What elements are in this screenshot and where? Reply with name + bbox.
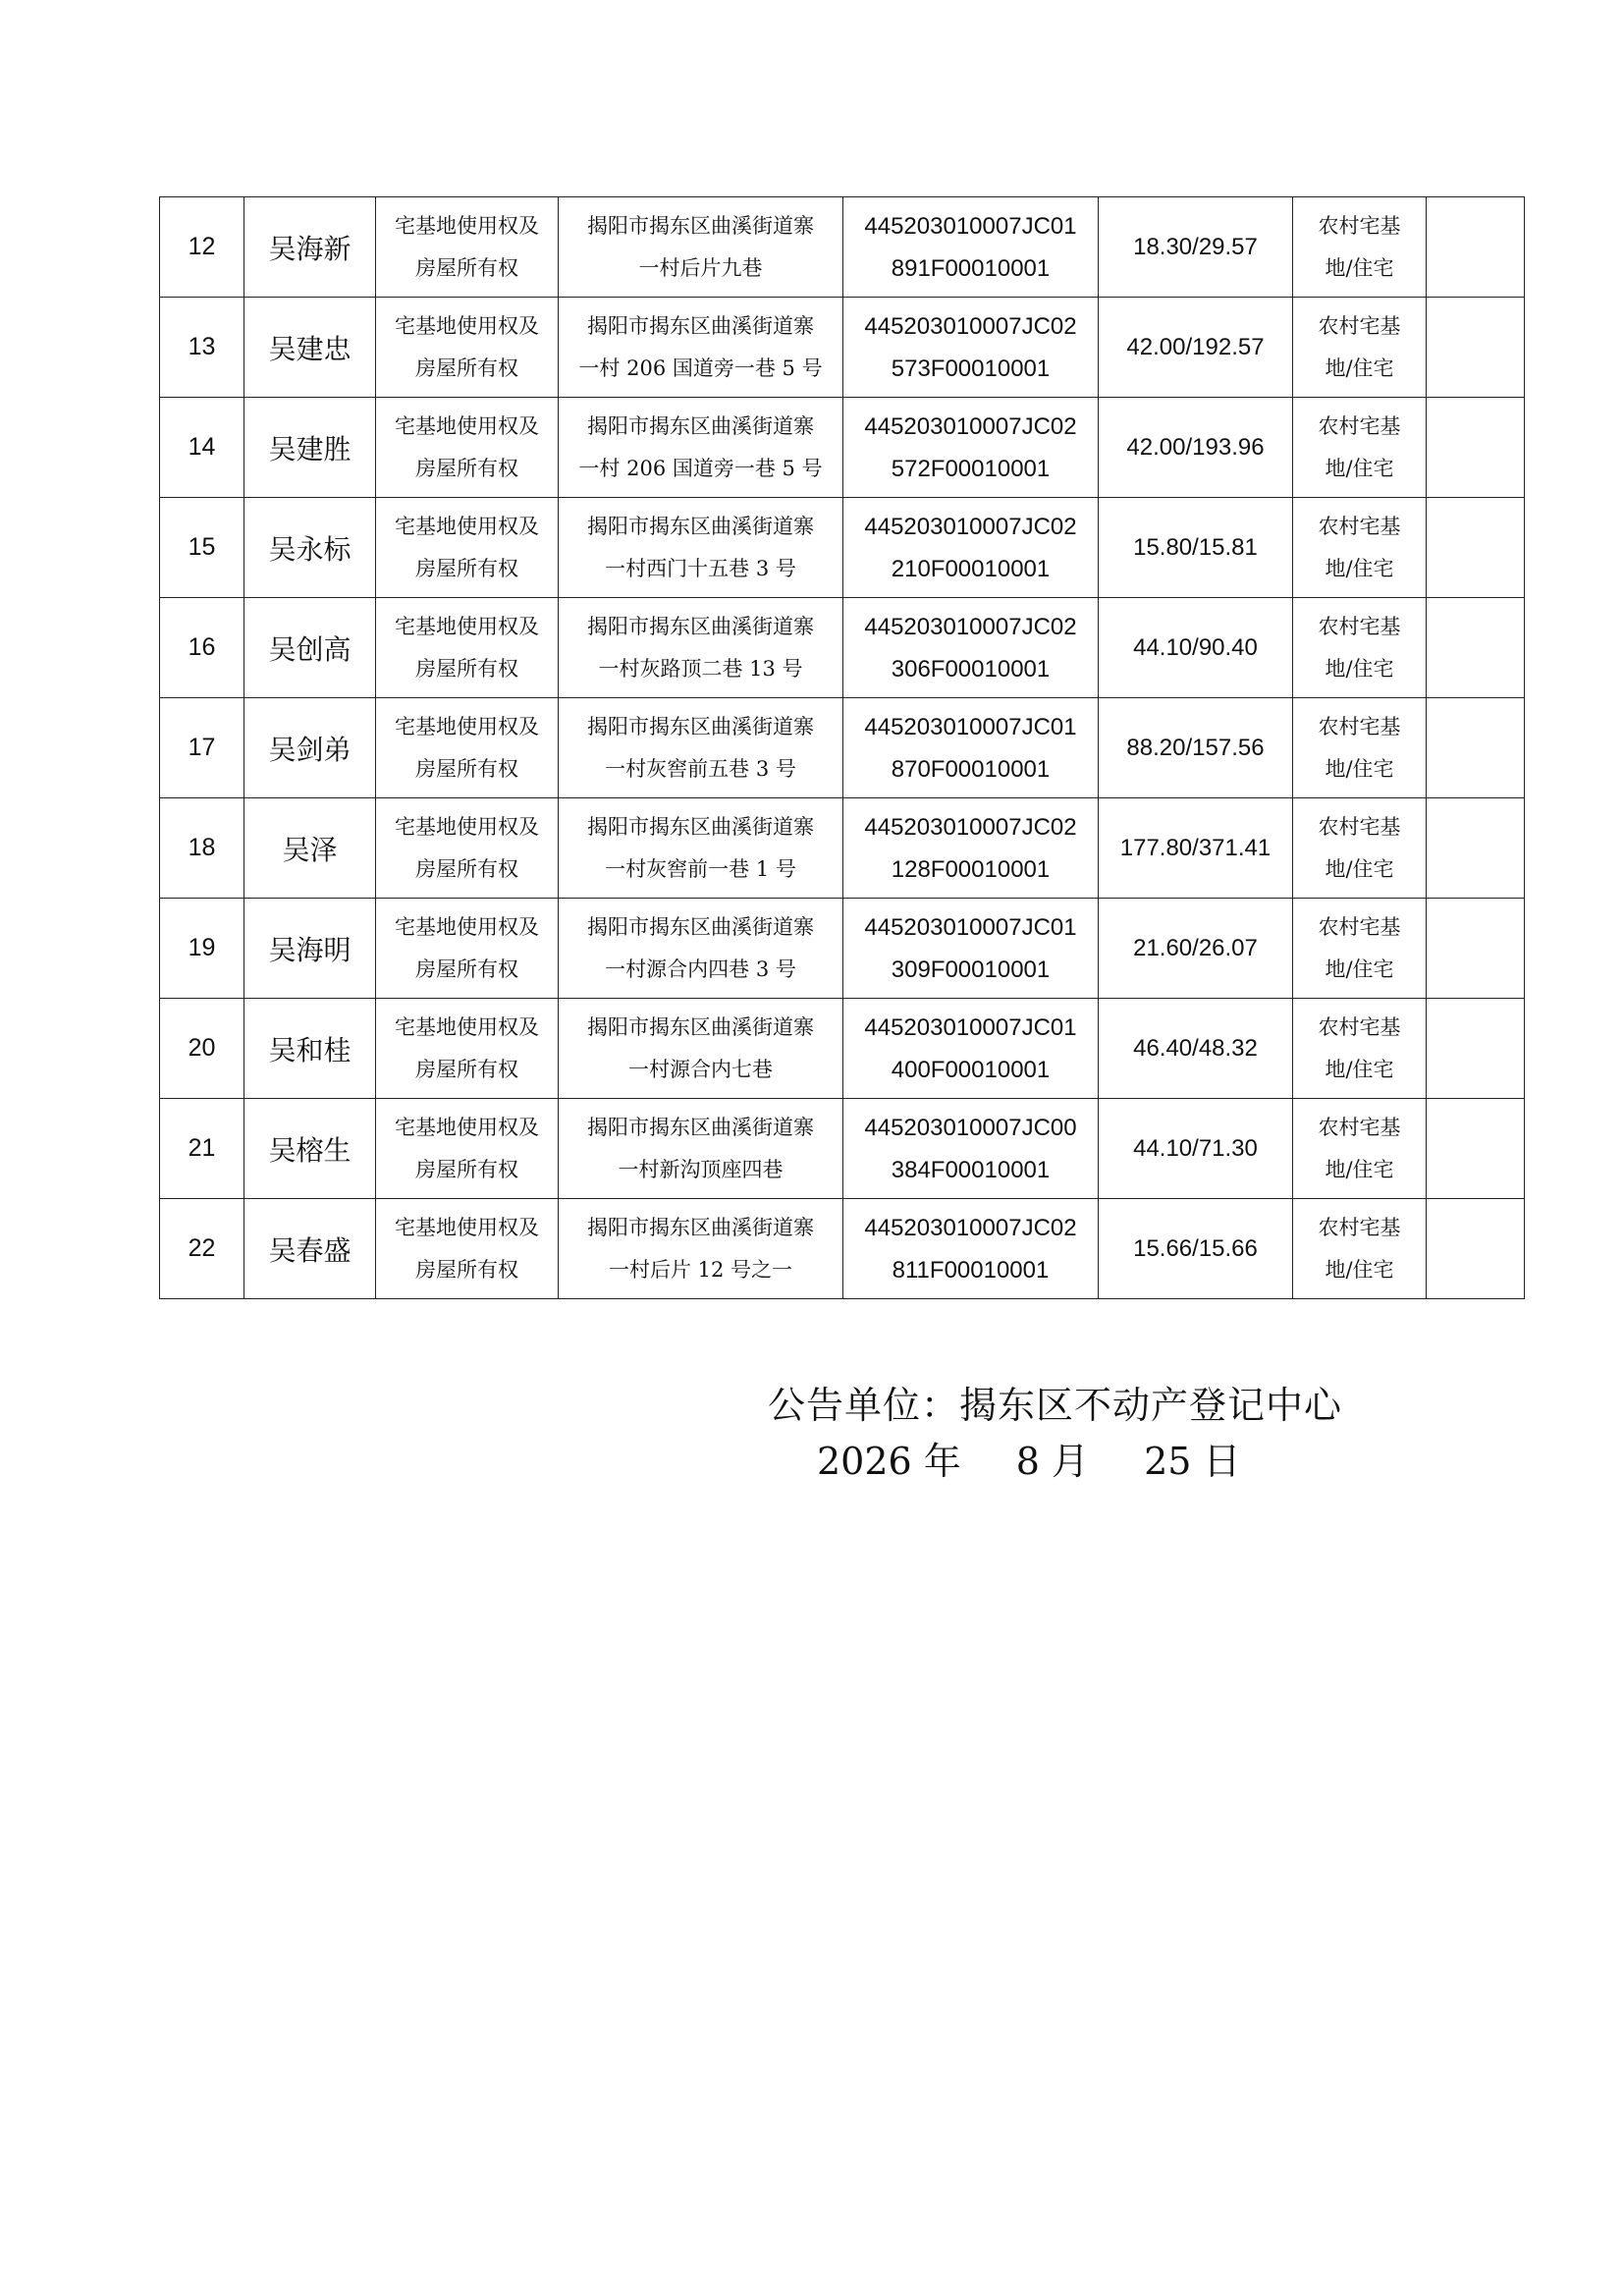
note-cell [1427, 698, 1525, 798]
property-address [559, 398, 843, 498]
table-row [160, 1099, 1525, 1199]
property-address-line: 揭阳市揭东区曲溪街道寨 [587, 914, 814, 939]
note-cell [1427, 798, 1525, 899]
right-type-line: 宅基地使用权及 [395, 1115, 539, 1139]
property-address-line: 揭阳市揭东区曲溪街道寨 [587, 1014, 814, 1039]
unit-code-line: 445203010007JC02 [864, 312, 1077, 340]
property-address-line: 揭阳市揭东区曲溪街道寨 [587, 1215, 814, 1239]
right-type-line: 宅基地使用权及 [395, 413, 539, 438]
note-cell [1427, 298, 1525, 398]
land-use [1293, 798, 1427, 899]
property-address-line: 一村新沟顶座四巷 [618, 1157, 784, 1181]
area-value: 42.00/192.57 [1099, 298, 1293, 398]
right-type-line: 房屋所有权 [415, 1057, 518, 1081]
note-cell [1427, 999, 1525, 1099]
unit-code-line: 445203010007JC01 [864, 913, 1077, 941]
unit-code-line: 572F00010001 [891, 455, 1051, 482]
area-value: 15.80/15.81 [1099, 498, 1293, 598]
property-address-line: 揭阳市揭东区曲溪街道寨 [587, 514, 814, 538]
land-use-line: 地/住宅 [1325, 355, 1394, 380]
land-use [1293, 197, 1427, 298]
table-row [160, 197, 1525, 298]
right-type-line: 宅基地使用权及 [395, 614, 539, 638]
right-type [376, 1099, 559, 1199]
property-address-line: 一村源合内七巷 [628, 1057, 773, 1081]
unit-code-line: 445203010007JC02 [864, 613, 1077, 640]
property-address [559, 197, 843, 298]
unit-code [843, 798, 1099, 899]
note-cell [1427, 598, 1525, 698]
property-address-line: 揭阳市揭东区曲溪街道寨 [587, 213, 814, 238]
right-type-line: 房屋所有权 [415, 1257, 518, 1282]
table-row [160, 598, 1525, 698]
property-address-line: 一村后片九巷 [638, 255, 763, 280]
unit-code-line: 573F00010001 [891, 355, 1051, 382]
property-address [559, 298, 843, 398]
unit-code-line: 445203010007JC02 [864, 813, 1077, 841]
notice-date [817, 1431, 1241, 1485]
property-address-line: 揭阳市揭东区曲溪街道寨 [587, 614, 814, 638]
property-address [559, 1199, 843, 1299]
land-use-line: 农村宅基 [1318, 313, 1401, 338]
unit-code-line: 870F00010001 [891, 755, 1051, 783]
unit-code-line: 400F00010001 [891, 1056, 1051, 1083]
owner-name: 吴和桂 [244, 999, 376, 1099]
right-type-line: 宅基地使用权及 [395, 814, 539, 839]
right-type-line: 宅基地使用权及 [395, 313, 539, 338]
property-address [559, 498, 843, 598]
row-number: 21 [160, 1099, 244, 1199]
table-row [160, 698, 1525, 798]
unit-code-line: 445203010007JC01 [864, 212, 1077, 240]
property-address-line: 一村 206 国道旁一巷 5 号 [578, 456, 823, 480]
unit-code-line: 445203010007JC00 [864, 1114, 1077, 1141]
area-value: 15.66/15.66 [1099, 1199, 1293, 1299]
owner-name: 吴创高 [244, 598, 376, 698]
unit-code-line: 445203010007JC01 [864, 713, 1077, 740]
right-type-line: 宅基地使用权及 [395, 514, 539, 538]
notice-date-month: 8 月 [1015, 1440, 1090, 1483]
unit-code [843, 197, 1099, 298]
land-use [1293, 1199, 1427, 1299]
land-use-line: 农村宅基 [1318, 213, 1401, 238]
land-use-line: 地/住宅 [1325, 255, 1394, 280]
land-use [1293, 398, 1427, 498]
owner-name: 吴建胜 [244, 398, 376, 498]
land-use-line: 地/住宅 [1325, 957, 1394, 981]
area-value: 21.60/26.07 [1099, 899, 1293, 999]
property-address-line: 揭阳市揭东区曲溪街道寨 [587, 714, 814, 738]
row-number: 16 [160, 598, 244, 698]
land-use-line: 地/住宅 [1325, 856, 1394, 881]
unit-code-line: 811F00010001 [892, 1256, 1050, 1284]
property-address [559, 698, 843, 798]
notice-date-year: 2026 年 [817, 1440, 961, 1483]
property-address-line: 一村源合内四巷 3 号 [605, 957, 796, 981]
table-row [160, 899, 1525, 999]
area-value: 44.10/71.30 [1099, 1099, 1293, 1199]
right-type-line: 房屋所有权 [415, 957, 518, 981]
owner-name: 吴榕生 [244, 1099, 376, 1199]
right-type-line: 房屋所有权 [415, 656, 518, 681]
note-cell [1427, 398, 1525, 498]
land-use [1293, 999, 1427, 1099]
registration-table [159, 196, 1525, 1299]
land-use-line: 农村宅基 [1318, 914, 1401, 939]
row-number: 22 [160, 1199, 244, 1299]
land-use-line: 农村宅基 [1318, 1115, 1401, 1139]
table-row [160, 999, 1525, 1099]
right-type [376, 498, 559, 598]
unit-code [843, 999, 1099, 1099]
unit-code-line: 309F00010001 [891, 956, 1051, 983]
right-type-line: 宅基地使用权及 [395, 714, 539, 738]
area-value: 18.30/29.57 [1099, 197, 1293, 298]
note-cell [1427, 1199, 1525, 1299]
property-address [559, 598, 843, 698]
property-address [559, 798, 843, 899]
table-row [160, 398, 1525, 498]
owner-name: 吴剑弟 [244, 698, 376, 798]
land-use-line: 地/住宅 [1325, 1157, 1394, 1181]
right-type-line: 宅基地使用权及 [395, 1215, 539, 1239]
right-type [376, 798, 559, 899]
owner-name: 吴春盛 [244, 1199, 376, 1299]
right-type-line: 宅基地使用权及 [395, 914, 539, 939]
land-use-line: 农村宅基 [1318, 714, 1401, 738]
unit-code [843, 398, 1099, 498]
property-address-line: 一村灰窖前五巷 3 号 [605, 756, 796, 781]
land-use-line: 农村宅基 [1318, 514, 1401, 538]
land-use-line: 农村宅基 [1318, 614, 1401, 638]
unit-code [843, 1099, 1099, 1199]
area-value: 46.40/48.32 [1099, 999, 1293, 1099]
note-cell [1427, 1099, 1525, 1199]
land-use-line: 地/住宅 [1325, 1057, 1394, 1081]
right-type [376, 899, 559, 999]
table-row [160, 498, 1525, 598]
owner-name: 吴泽 [244, 798, 376, 899]
property-address-line: 一村灰窖前一巷 1 号 [605, 856, 796, 881]
unit-code-line: 445203010007JC02 [864, 513, 1077, 540]
unit-code-line: 306F00010001 [891, 655, 1051, 683]
unit-code [843, 498, 1099, 598]
unit-code-line: 891F00010001 [891, 254, 1051, 282]
unit-code [843, 899, 1099, 999]
land-use [1293, 1099, 1427, 1199]
land-use-line: 农村宅基 [1318, 1014, 1401, 1039]
unit-code [843, 598, 1099, 698]
owner-name: 吴永标 [244, 498, 376, 598]
property-address-line: 揭阳市揭东区曲溪街道寨 [587, 1115, 814, 1139]
area-value: 88.20/157.56 [1099, 698, 1293, 798]
note-cell [1427, 498, 1525, 598]
land-use-line: 地/住宅 [1325, 1257, 1394, 1282]
right-type [376, 398, 559, 498]
right-type-line: 房屋所有权 [415, 556, 518, 580]
right-type [376, 197, 559, 298]
table-row [160, 798, 1525, 899]
right-type-line: 房屋所有权 [415, 1157, 518, 1181]
table-row [160, 1199, 1525, 1299]
unit-code [843, 698, 1099, 798]
unit-code-line: 128F00010001 [891, 855, 1051, 883]
land-use-line: 地/住宅 [1325, 556, 1394, 580]
right-type [376, 999, 559, 1099]
land-use-line: 地/住宅 [1325, 456, 1394, 480]
row-number: 13 [160, 298, 244, 398]
right-type-line: 房屋所有权 [415, 756, 518, 781]
unit-code-line: 445203010007JC02 [864, 1214, 1077, 1241]
right-type-line: 房屋所有权 [415, 856, 518, 881]
unit-code-line: 445203010007JC02 [864, 412, 1077, 440]
owner-name: 吴海新 [244, 197, 376, 298]
row-number: 15 [160, 498, 244, 598]
property-address-line: 一村灰路顶二巷 13 号 [598, 656, 803, 681]
unit-code [843, 298, 1099, 398]
row-number: 20 [160, 999, 244, 1099]
area-value: 44.10/90.40 [1099, 598, 1293, 698]
right-type-line: 宅基地使用权及 [395, 1014, 539, 1039]
right-type-line: 房屋所有权 [415, 456, 518, 480]
unit-code [843, 1199, 1099, 1299]
unit-code-line: 445203010007JC01 [864, 1013, 1077, 1041]
right-type-line: 房屋所有权 [415, 355, 518, 380]
table-row [160, 298, 1525, 398]
property-address-line: 揭阳市揭东区曲溪街道寨 [587, 313, 814, 338]
owner-name: 吴海明 [244, 899, 376, 999]
land-use [1293, 899, 1427, 999]
right-type [376, 298, 559, 398]
land-use-line: 农村宅基 [1318, 814, 1401, 839]
row-number: 18 [160, 798, 244, 899]
land-use [1293, 598, 1427, 698]
note-cell [1427, 899, 1525, 999]
property-address-line: 一村西门十五巷 3 号 [605, 556, 796, 580]
property-address [559, 1099, 843, 1199]
right-type-line: 房屋所有权 [415, 255, 518, 280]
property-address-line: 揭阳市揭东区曲溪街道寨 [587, 413, 814, 438]
notice-unit: 公告单位：揭东区不动产登记中心 [768, 1384, 1343, 1427]
table-body [160, 197, 1525, 1299]
land-use-line: 地/住宅 [1325, 756, 1394, 781]
note-cell [1427, 197, 1525, 298]
property-address-line: 揭阳市揭东区曲溪街道寨 [587, 814, 814, 839]
area-value: 177.80/371.41 [1099, 798, 1293, 899]
right-type [376, 598, 559, 698]
row-number: 19 [160, 899, 244, 999]
property-address-line: 一村 206 国道旁一巷 5 号 [578, 355, 823, 380]
area-value: 42.00/193.96 [1099, 398, 1293, 498]
property-address [559, 899, 843, 999]
right-type [376, 698, 559, 798]
unit-code-line: 384F00010001 [891, 1156, 1051, 1183]
property-address [559, 999, 843, 1099]
row-number: 14 [160, 398, 244, 498]
unit-code-line: 210F00010001 [891, 555, 1051, 582]
owner-name: 吴建忠 [244, 298, 376, 398]
right-type [376, 1199, 559, 1299]
land-use [1293, 298, 1427, 398]
row-number: 17 [160, 698, 244, 798]
land-use [1293, 498, 1427, 598]
notice-date-day: 25 日 [1144, 1440, 1241, 1483]
right-type-line: 宅基地使用权及 [395, 213, 539, 238]
land-use [1293, 698, 1427, 798]
land-use-line: 地/住宅 [1325, 656, 1394, 681]
land-use-line: 农村宅基 [1318, 413, 1401, 438]
land-use-line: 农村宅基 [1318, 1215, 1401, 1239]
row-number: 12 [160, 197, 244, 298]
property-address-line: 一村后片 12 号之一 [608, 1257, 793, 1282]
